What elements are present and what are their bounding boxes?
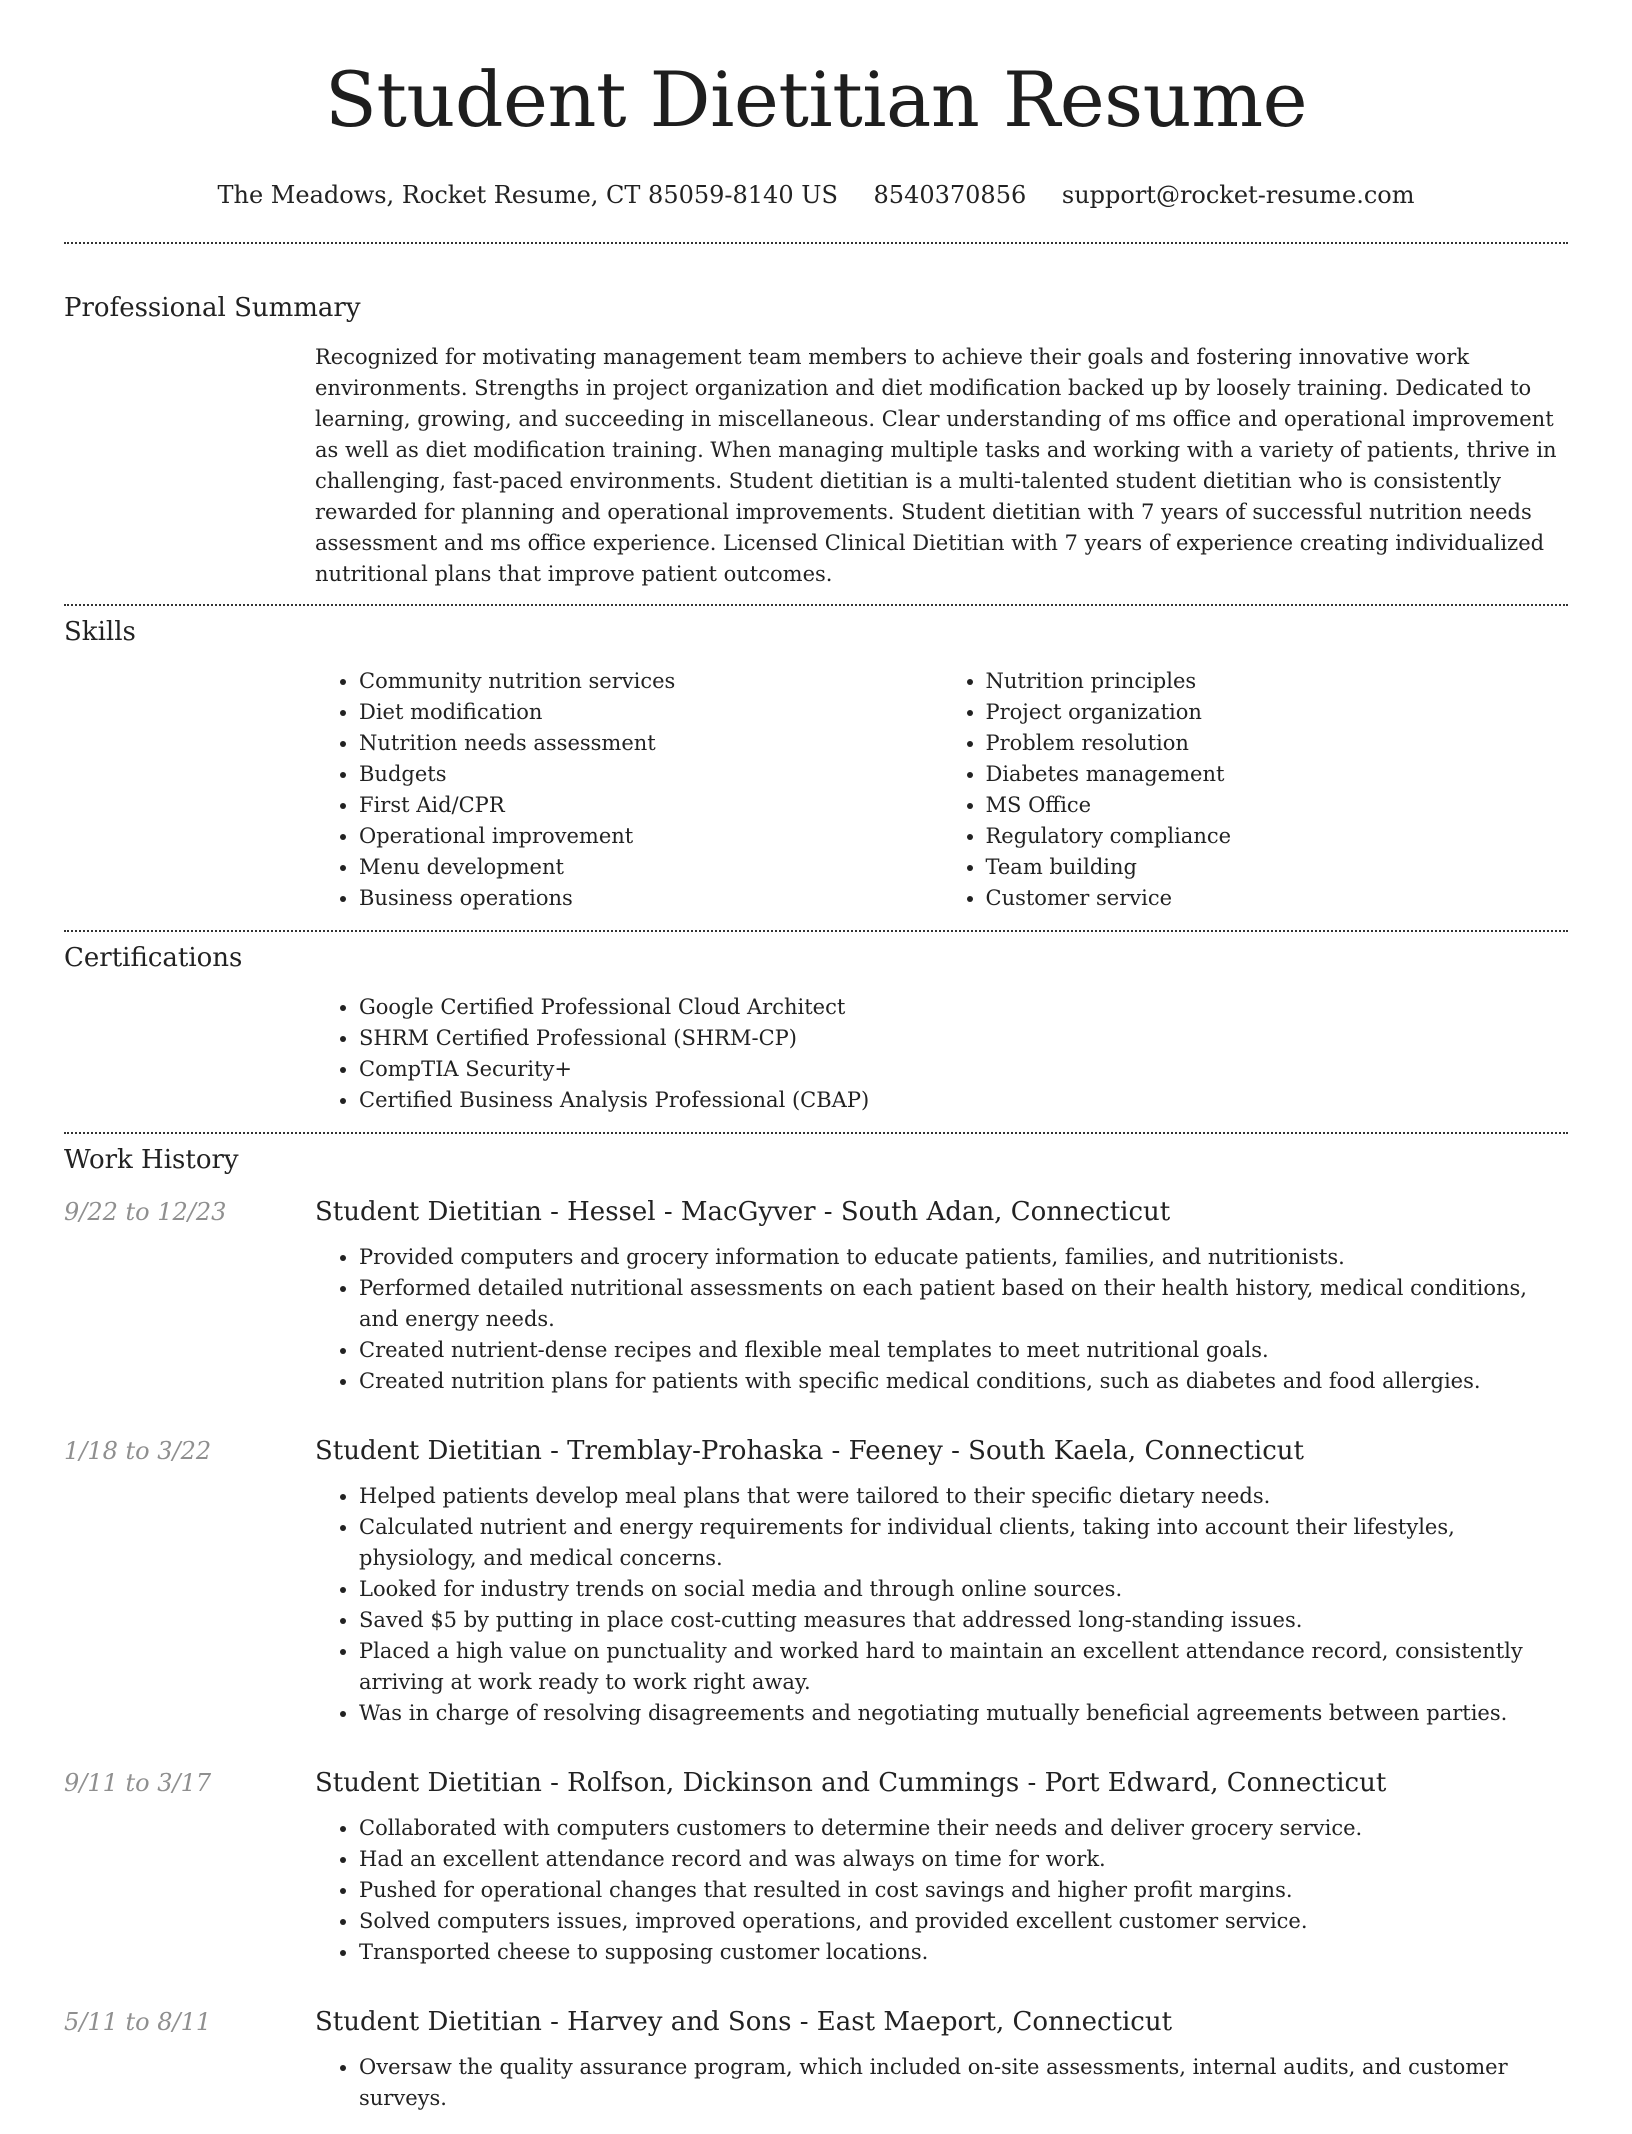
- job-bullet: • Provided computers and grocery information to educate patients, families, and nutritionists.: [359, 1242, 1568, 1273]
- job-body: [315, 1194, 1568, 1417]
- skills-grid: [315, 666, 1568, 914]
- work-section: [64, 1134, 1568, 2134]
- skill-item: • Community nutrition services: [359, 666, 942, 697]
- job-bullet: • Was in charge of resolving disagreements and negotiating mutually beneficial agreements between parties.: [359, 1698, 1568, 1729]
- work-heading: Work History: [64, 1145, 239, 1175]
- job-title: Student Dietitian - Tremblay-Prohaska - Feeney - South Kaela, Connecticut: [315, 1436, 1304, 1466]
- summary-heading: Professional Summary: [64, 293, 361, 323]
- skill-item: • Operational improvement: [359, 821, 942, 852]
- job-dates: 5/11 to 8/11: [64, 2008, 212, 2036]
- certification-item: • CompTIA Security+: [359, 1054, 1568, 1085]
- skills-body: [315, 666, 1568, 914]
- job-body: [315, 1765, 1568, 1988]
- contact-line: [64, 178, 1568, 212]
- job-body: [315, 2004, 1568, 2134]
- job-body: [315, 1433, 1568, 1749]
- job-bullet: • Had an excellent attendance record and was always on time for work.: [359, 1844, 1568, 1875]
- skill-item: • Diet modification: [359, 697, 942, 728]
- job-bullet: • Created nutrition plans for patients with specific medical conditions, such as diabetes and food allergies.: [359, 1366, 1568, 1397]
- job-entry: [64, 2004, 1568, 2134]
- job-bullet: • Solved computers issues, improved operations, and provided excellent customer service.: [359, 1906, 1568, 1937]
- job-bullet: • Pushed for operational changes that resulted in cost savings and higher profit margins.: [359, 1875, 1568, 1906]
- certifications-body: [315, 992, 1568, 1116]
- job-bullets: [315, 1481, 1568, 1729]
- job-bullet: • Placed a high value on punctuality and worked hard to maintain an excellent attendance record, consistently arriving at work ready to work right away.: [359, 1636, 1568, 1698]
- job-bullet: • Calculated nutrient and energy requirements for individual clients, taking into account their lifestyles, physiology, and medical concerns.: [359, 1512, 1568, 1574]
- job-title: Student Dietitian - Hessel - MacGyver - South Adan, Connecticut: [315, 1197, 1171, 1227]
- skill-item: • Business operations: [359, 883, 942, 914]
- skill-item: • MS Office: [986, 790, 1569, 821]
- job-entry: [64, 1765, 1568, 1988]
- skill-item: • Budgets: [359, 759, 942, 790]
- summary-text: Recognized for motivating management team members to achieve their goals and fostering innovative work environments. Strengths in project organization and diet modification backed up by loosely training. Dedicated to learning, growing, and succeeding in miscellaneous. Clear understanding of ms office and operational improvement as well as diet modification training. When managing multiple tasks and working with a variety of patients, thrive in challenging, fast-paced environments. Student dietitian is a multi-talented student dietitian who is consistently rewarded for planning and operational improvements. Student dietitian with 7 years of successful nutrition needs assessment and ms office experience. Licensed Clinical Dietitian with 7 years of experience creating individualized nutritional plans that improve patient outcomes.: [315, 345, 1557, 586]
- certification-item: • SHRM Certified Professional (SHRM-CP): [359, 1023, 1568, 1054]
- job-bullet: • Saved $5 by putting in place cost-cutting measures that addressed long-standing issues.: [359, 1605, 1568, 1636]
- summary-section: [64, 244, 1568, 590]
- job-title: Student Dietitian - Rolfson, Dickinson and Cummings - Port Edward, Connecticut: [315, 1768, 1387, 1798]
- job-dates: 9/11 to 3/17: [64, 1769, 212, 1797]
- job-bullets: [315, 1813, 1568, 1968]
- job-title: Student Dietitian - Harvey and Sons - East Maeport, Connecticut: [315, 2007, 1173, 2037]
- skills-section: [64, 606, 1568, 914]
- skill-item: • Menu development: [359, 852, 942, 883]
- job-entry: [64, 1194, 1568, 1417]
- summary-body: [315, 342, 1568, 590]
- skill-item: • Problem resolution: [986, 728, 1569, 759]
- skill-item: • Regulatory compliance: [986, 821, 1569, 852]
- job-bullet: • Oversaw the quality assurance program, which included on-site assessments, internal audits, and customer surveys.: [359, 2052, 1568, 2114]
- job-bullet: • Helped patients develop meal plans that were tailored to their specific dietary needs.: [359, 1481, 1568, 1512]
- resume-title: Student Dietitian Resume: [324, 55, 1308, 144]
- job-bullet: • Collaborated with computers customers to determine their needs and deliver grocery service.: [359, 1813, 1568, 1844]
- job-dates: 1/18 to 3/22: [64, 1437, 212, 1465]
- skills-list-left: [315, 666, 942, 914]
- job-bullet: • Looked for industry trends on social media and through online sources.: [359, 1574, 1568, 1605]
- certifications-list: [315, 992, 1568, 1116]
- certification-item: • Certified Business Analysis Professional (CBAP): [359, 1085, 1568, 1116]
- job-bullets: [315, 2052, 1568, 2114]
- contact-phone: 8540370856: [873, 181, 1027, 209]
- job-bullet: • Created nutrient-dense recipes and flexible meal templates to meet nutritional goals.: [359, 1335, 1568, 1366]
- certification-item: • Google Certified Professional Cloud Architect: [359, 992, 1568, 1023]
- job-bullets: [315, 1242, 1568, 1397]
- certifications-section: [64, 932, 1568, 1116]
- skill-item: • Nutrition principles: [986, 666, 1569, 697]
- job-dates: 9/22 to 12/23: [64, 1198, 227, 1226]
- contact-address: The Meadows, Rocket Resume, CT 85059-8140 US: [217, 181, 838, 209]
- skills-heading: Skills: [64, 617, 136, 647]
- skill-item: • First Aid/CPR: [359, 790, 942, 821]
- skills-list-right: [942, 666, 1569, 914]
- skill-item: • Team building: [986, 852, 1569, 883]
- skill-item: • Diabetes management: [986, 759, 1569, 790]
- skill-item: • Nutrition needs assessment: [359, 728, 942, 759]
- certifications-heading: Certifications: [64, 943, 243, 973]
- job-bullet: • Transported cheese to supposing customer locations.: [359, 1937, 1568, 1968]
- job-bullet: • Performed detailed nutritional assessments on each patient based on their health history, medical conditions, and energy needs.: [359, 1273, 1568, 1335]
- skill-item: • Project organization: [986, 697, 1569, 728]
- contact-email: support@rocket-resume.com: [1061, 181, 1415, 209]
- job-entry: [64, 1433, 1568, 1749]
- skill-item: • Customer service: [986, 883, 1569, 914]
